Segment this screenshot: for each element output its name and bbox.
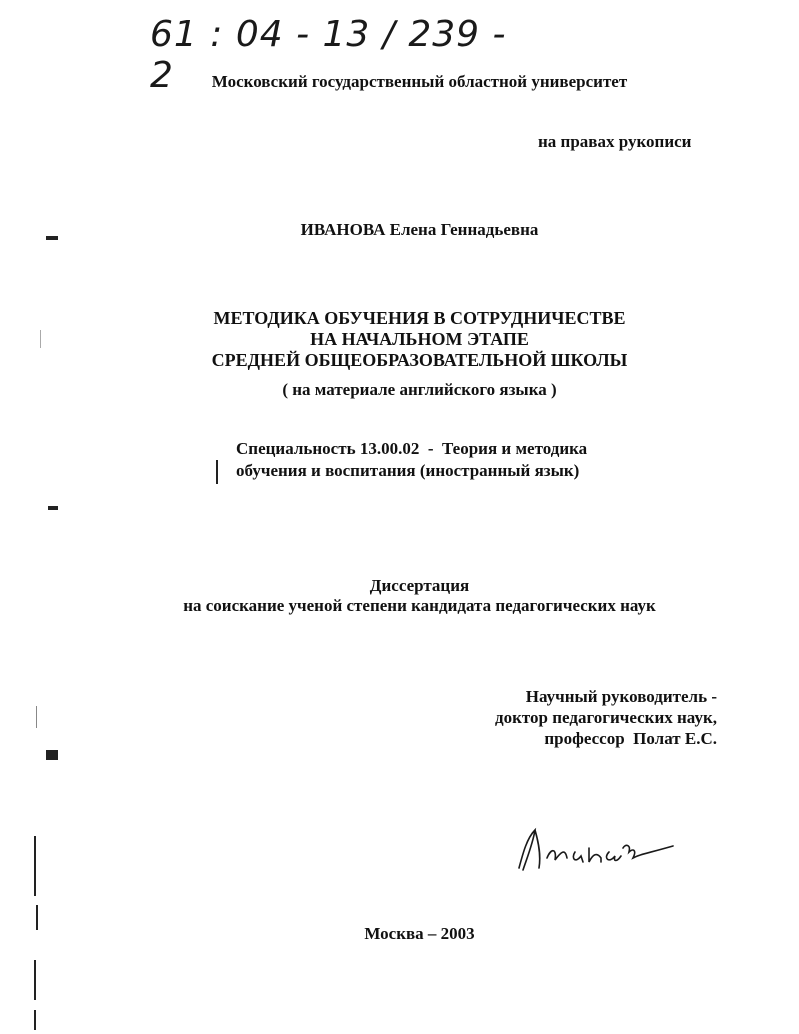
scan-line — [40, 330, 41, 348]
dissertation-heading: Диссертация — [369, 576, 470, 595]
scan-line — [36, 905, 38, 930]
title-line-2: НА НАЧАЛЬНОМ ЭТАПЕ — [310, 329, 529, 349]
title-line-3: СРЕДНЕЙ ОБЩЕОБРАЗОВАТЕЛЬНОЙ ШКОЛЫ — [211, 350, 628, 370]
signature-image — [505, 818, 685, 878]
scan-line — [34, 1010, 36, 1030]
scan-line — [34, 960, 36, 1000]
specialty-line-1: Специальность 13.00.02 - Теория и методика — [236, 439, 588, 458]
scan-speck — [48, 506, 58, 510]
archive-number: 61 : 04 - 13 / 239 - 2 — [150, 14, 507, 96]
author-name: ИВАНОВА Елена Геннадьевна — [300, 220, 539, 239]
scan-speck — [46, 236, 58, 240]
manuscript-rights: на правах рукописи — [538, 132, 692, 151]
university-name: Московский государственный областной университет — [211, 72, 628, 91]
scan-speck — [46, 750, 58, 760]
title-subtitle: ( на материале английского языка ) — [282, 380, 557, 399]
dissertation-purpose: на соискание ученой степени кандидата педагогических наук — [183, 596, 656, 615]
scan-line — [34, 836, 36, 896]
supervisor-line-3: профессор Полат Е.С. — [544, 729, 717, 748]
specialty-block — [236, 438, 587, 482]
supervisor-block — [495, 686, 717, 749]
dissertation-title — [0, 308, 799, 371]
title-line-1: МЕТОДИКА ОБУЧЕНИЯ В СОТРУДНИЧЕСТВЕ — [213, 308, 626, 328]
city-year: Москва – 2003 — [364, 924, 475, 943]
specialty-line-2: обучения и воспитания (иностранный язык) — [236, 461, 580, 480]
scan-line — [216, 460, 218, 484]
supervisor-line-1: Научный руководитель - — [525, 687, 717, 706]
scan-line — [36, 706, 37, 728]
supervisor-line-2: доктор педагогических наук, — [495, 708, 717, 727]
